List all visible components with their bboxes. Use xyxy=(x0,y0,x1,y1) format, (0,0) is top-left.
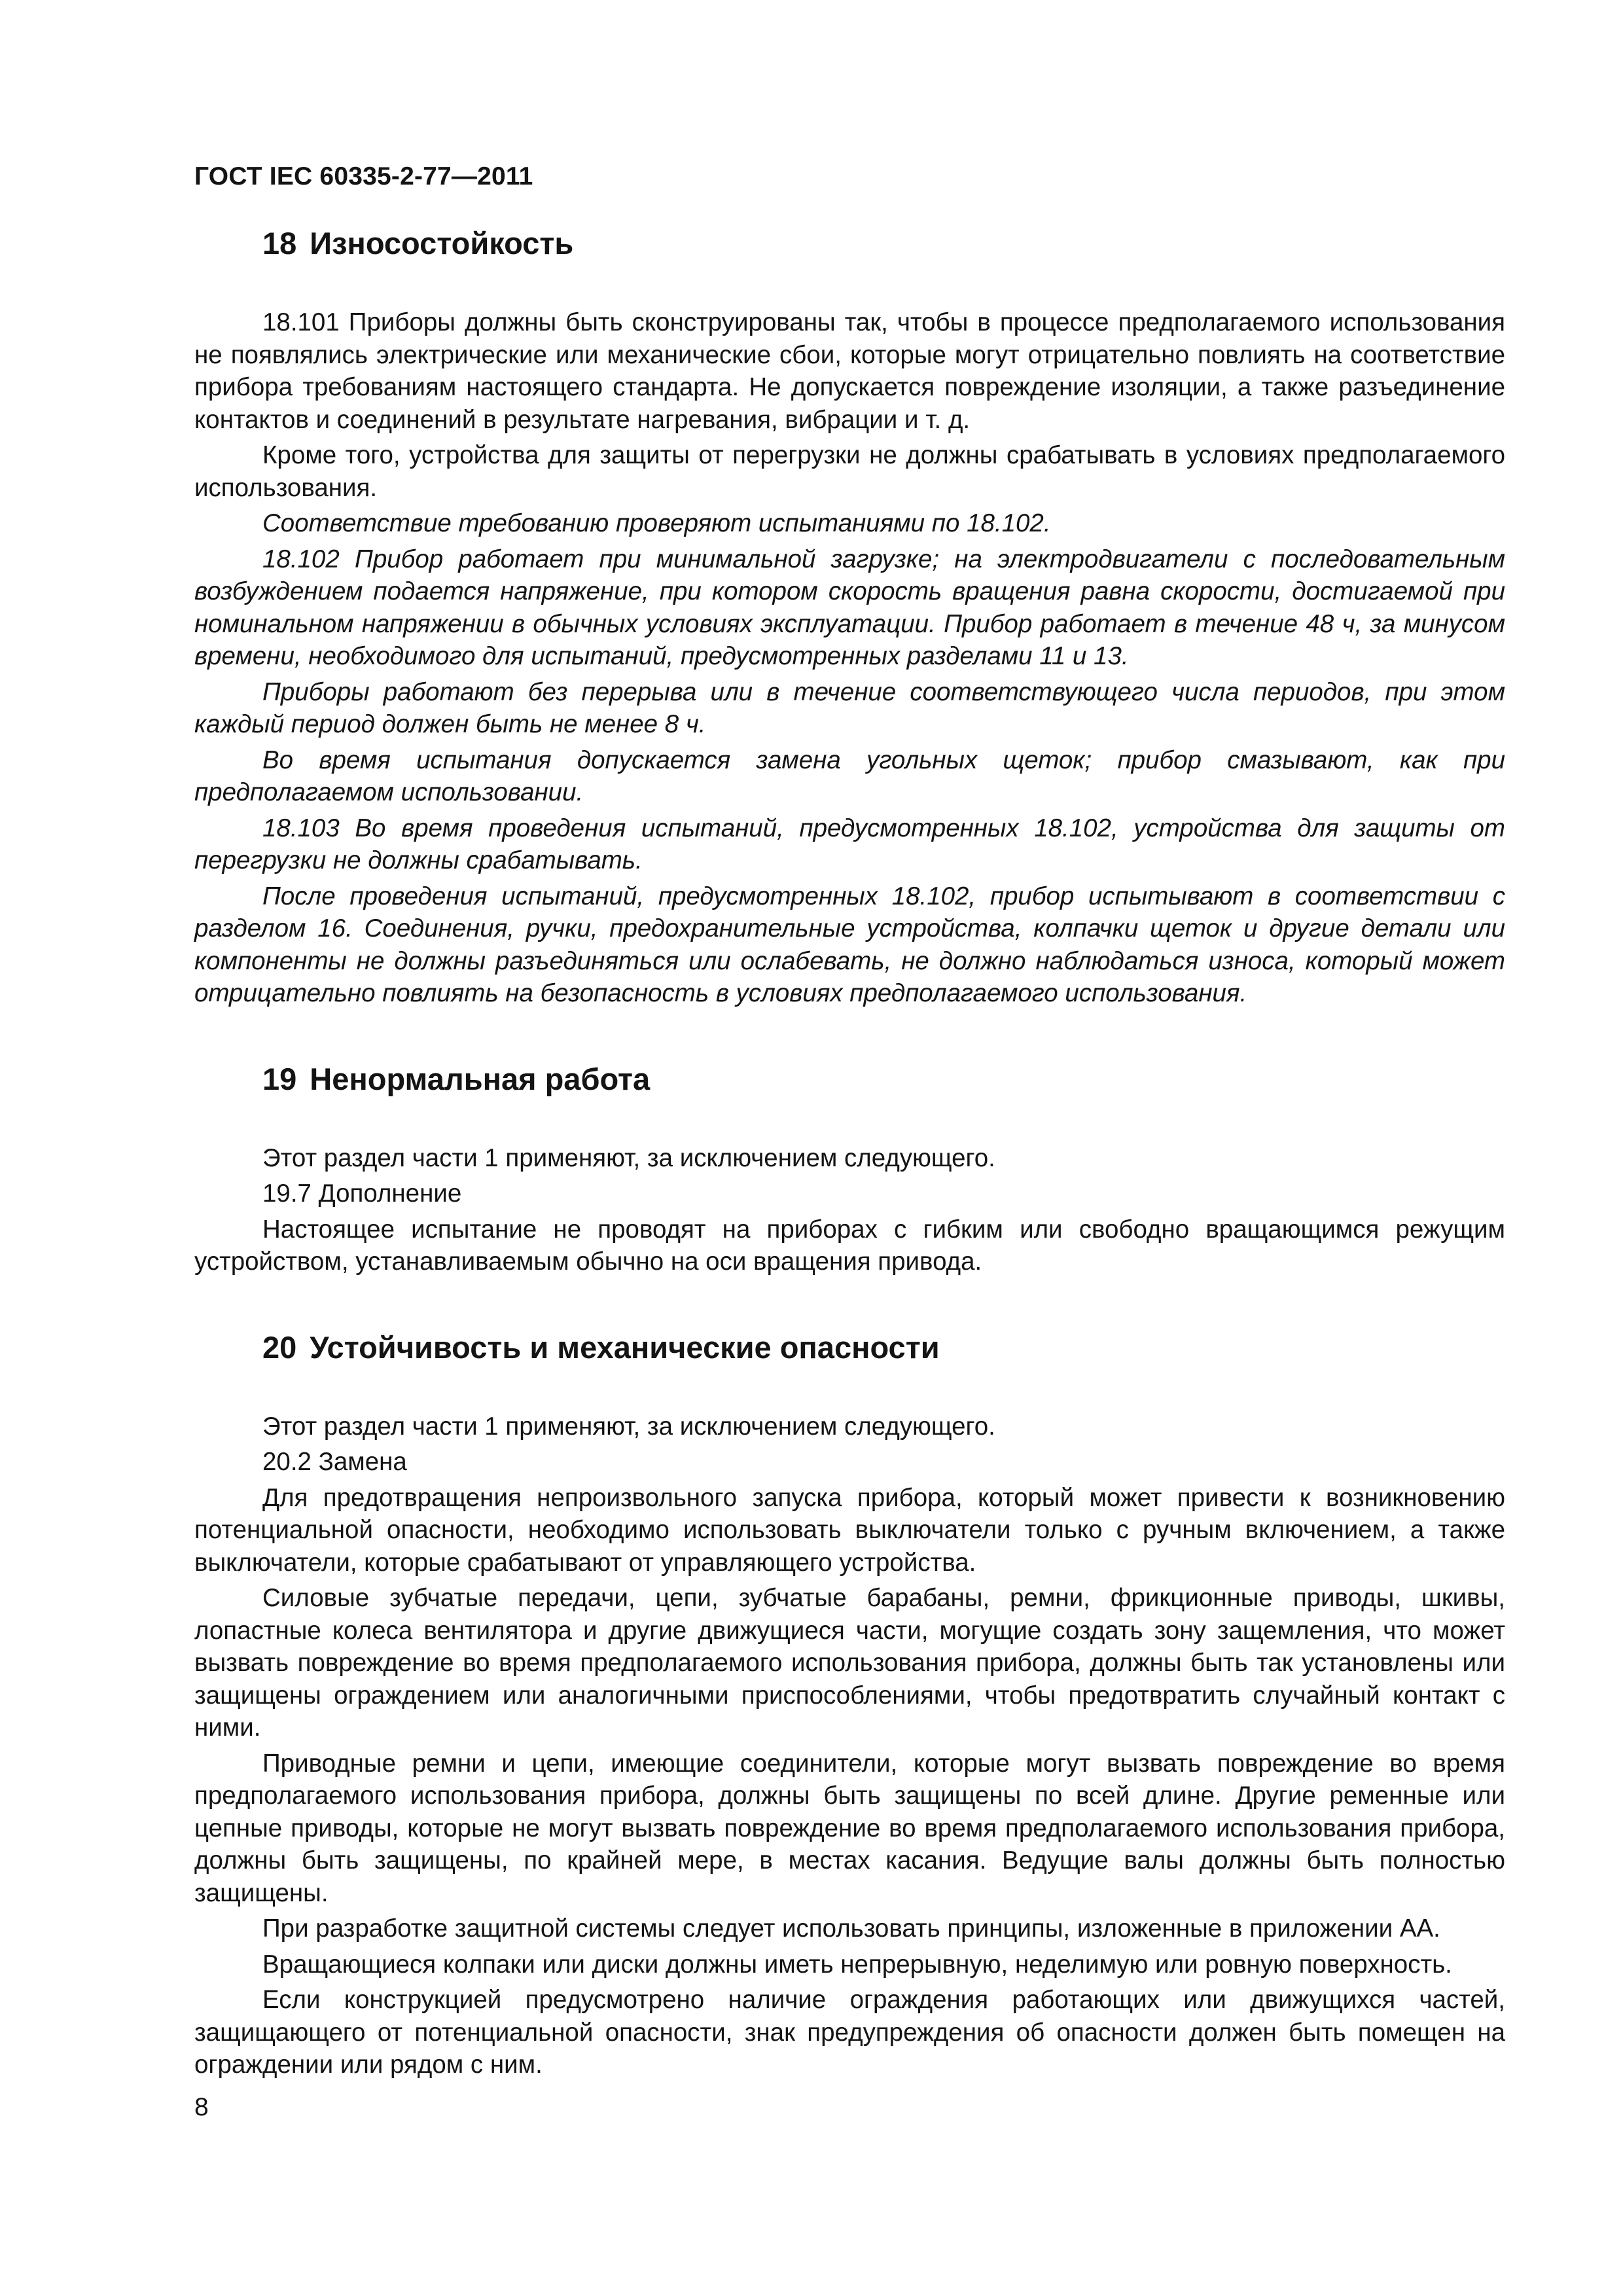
section-18 xyxy=(194,224,1505,1010)
paragraph: Силовые зубчатые передачи, цепи, зубчатые барабаны, ремни, фрикционные приводы, шкивы, лопастные колеса вентилятора и другие движущиеся части, могущие создать зону защемления, что может вызвать повреждение во время предполагаемого использования прибора, должны быть так установлены или защищены ограждением или аналогичными приспособлениями, чтобы предотвратить случайный контакт с ними. xyxy=(194,1584,1505,1742)
section-title: Устойчивость и механические опасности xyxy=(310,1329,940,1365)
paragraph: Вращающиеся колпаки или диски должны иметь непрерывную, неделимую или ровную поверхность. xyxy=(262,1950,1452,1979)
paragraph: 18.101 Приборы должны быть сконструированы так, чтобы в процессе предполагаемого использования не появлялись электрические или механические сбои, которые могут отрицательно повлиять на соответствие прибора требованиям настоящего стандарта. Не допускается повреждение изоляции, а также разъединение контактов и соединений в результате нагревания, вибрации и т. д. xyxy=(194,308,1505,434)
paragraph: 19.7 Дополнение xyxy=(262,1179,462,1208)
paragraph: 20.2 Замена xyxy=(262,1448,407,1476)
section-20 xyxy=(194,1328,1505,2081)
section-number: 18 xyxy=(262,226,297,260)
paragraph: Приборы работают без перерыва или в течение соответствующего числа периодов, при этом каждый период должен быть не менее 8 ч. xyxy=(194,677,1505,738)
paragraph: 18.102 Прибор работает при минимальной загрузке; на электродвигатели с последовательным возбуждением подается напряжение, при котором скорость вращения равна скорости, достигаемой при номинальном напряжении в обычных условиях эксплуатации. Прибор работает в течение 48 ч, за минусом времени, необходимого для испытаний, предусмотренных разделами 11 и 13. xyxy=(194,545,1505,670)
paragraph: 18.103 Во время проведения испытаний, предусмотренных 18.102, устройства для защиты от перегрузки не должны срабатывать. xyxy=(194,814,1505,874)
paragraph: После проведения испытаний, предусмотренных 18.102, прибор испытывают в соответствии с разделом 16. Соединения, ручки, предохранительные устройства, колпачки щеток и другие детали или компоненты не должны разъединяться или ослабевать, не должно наблюдаться износа, который может отрицательно повлиять на безопасность в условиях предполагаемого использования. xyxy=(194,882,1505,1007)
paragraph: При разработке защитной системы следует использовать принципы, изложенные в приложении АА. xyxy=(262,1914,1440,1943)
section-heading xyxy=(194,1328,1505,1367)
section-heading xyxy=(194,224,1505,263)
paragraph: Приводные ремни и цепи, имеющие соединители, которые могут вызвать повреждение во время предполагаемого использования прибора, должны быть защищены по всей длине. Другие ременные или цепные приводы, которые не могут вызвать повреждение во время предполагаемого использования прибора, должны быть защищены, по крайней мере, в местах касания. Ведущие валы должны быть полностью защищены. xyxy=(194,1749,1505,1907)
paragraph: Для предотвращения непроизвольного запуска прибора, который может привести к возникновению потенциальной опасности, необходимо использовать выключатели только с ручным включением, а также выключатели, которые срабатывают от управляющего устройства. xyxy=(194,1483,1505,1577)
section-19 xyxy=(194,1060,1505,1278)
section-number: 20 xyxy=(262,1329,297,1365)
paragraph: Кроме того, устройства для защиты от перегрузки не должны срабатывать в условиях предполагаемого использования. xyxy=(194,441,1505,502)
paragraph: Во время испытания допускается замена угольных щеток; прибор смазывают, как при предполагаемом использовании. xyxy=(194,745,1505,806)
paragraph: Настоящее испытание не проводят на приборах с гибким или свободно вращающимся режущим устройством, устанавливаемым обычно на оси вращения привода. xyxy=(194,1215,1505,1276)
paragraph: Этот раздел части 1 применяют, за исключением следующего. xyxy=(262,1143,995,1172)
paragraph: Этот раздел части 1 применяют, за исключением следующего. xyxy=(262,1412,995,1441)
section-heading xyxy=(194,1060,1505,1099)
section-number: 19 xyxy=(262,1061,297,1096)
page-number: 8 xyxy=(194,2093,209,2121)
document-header: ГОСТ IEC 60335-2-77—2011 xyxy=(194,162,533,190)
paragraph: Если конструкцией предусмотрено наличие ограждения работающих или движущихся частей, защищающего от потенциальной опасности, знак предупреждения об опасности должен быть помещен на ограждении или рядом с ним. xyxy=(194,1986,1505,2079)
paragraph: Соответствие требованию проверяют испытаниями по 18.102. xyxy=(262,509,1051,537)
section-title: Износостойкость xyxy=(310,226,574,260)
document-page xyxy=(194,161,1505,2131)
section-title: Ненормальная работа xyxy=(310,1061,651,1096)
